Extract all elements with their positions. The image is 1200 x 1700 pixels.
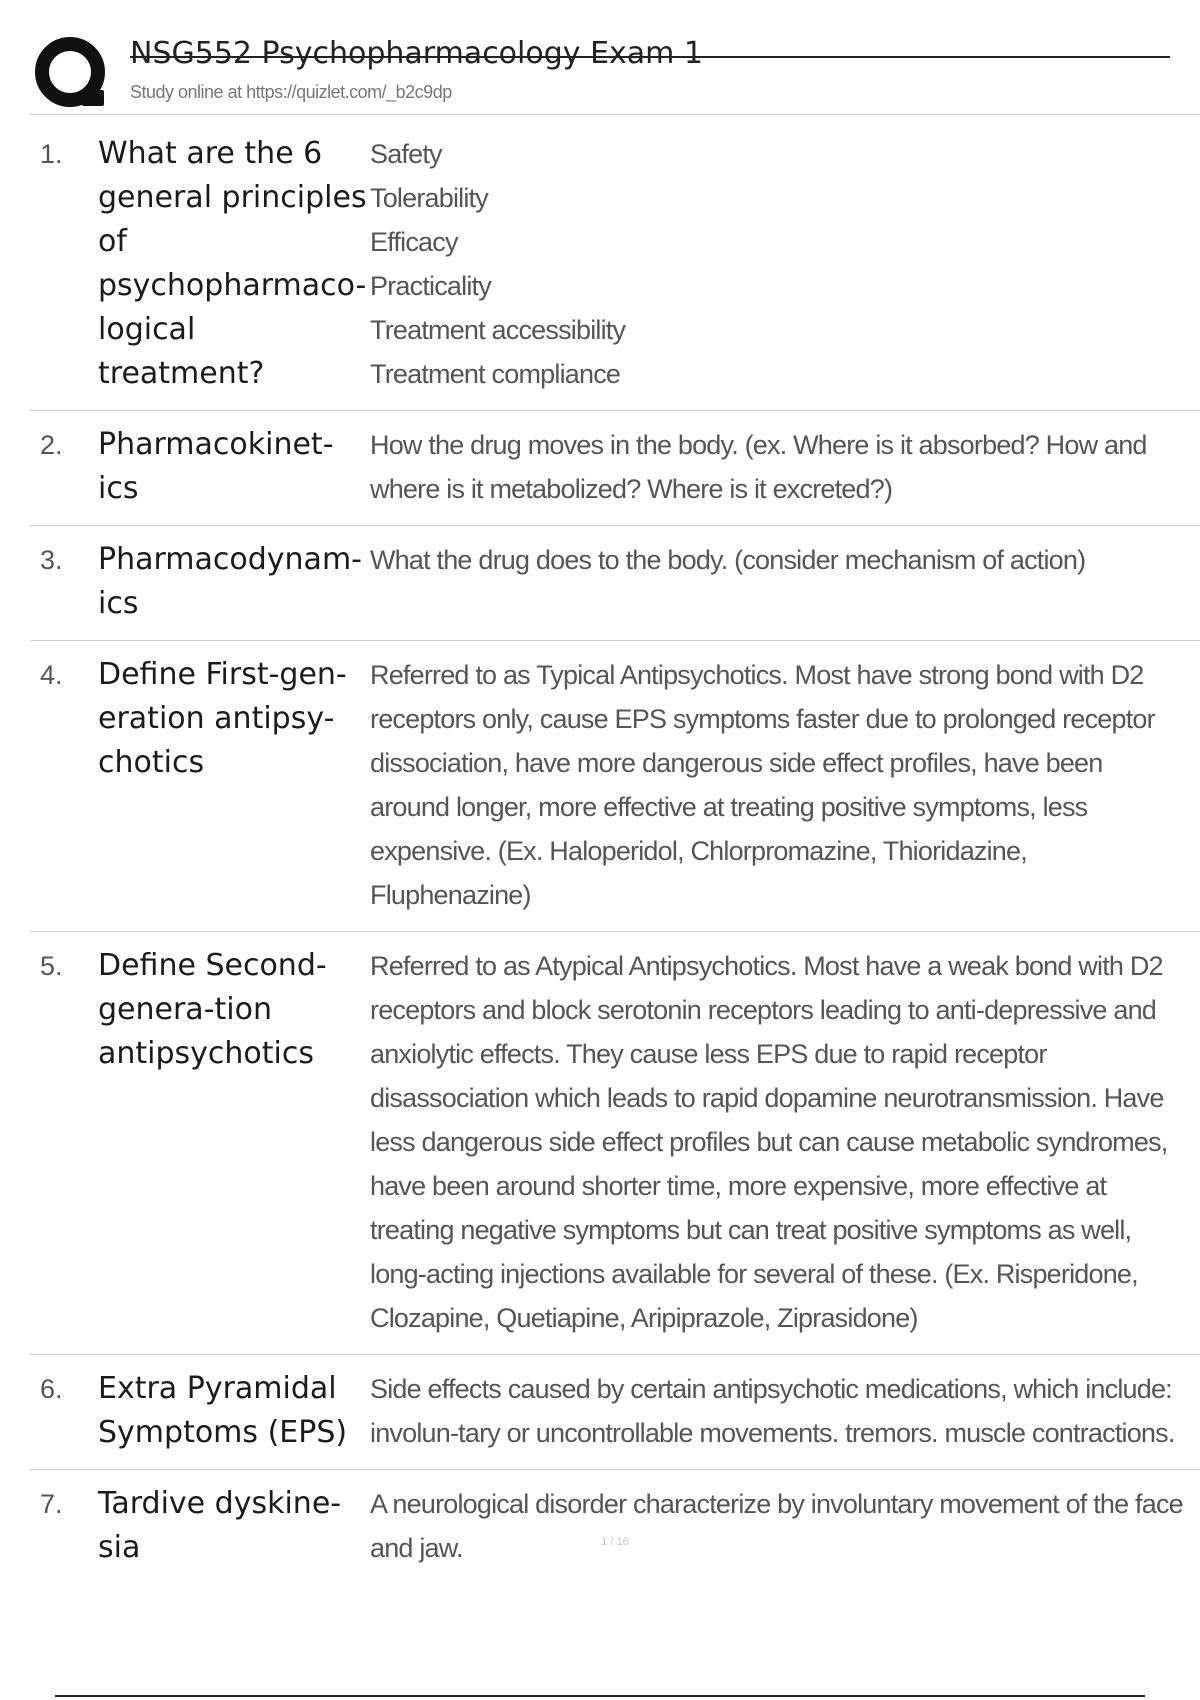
flashcard <box>30 932 1200 1355</box>
card-term: Extra Pyramidal Symptoms (EPS) <box>98 1371 348 1450</box>
card-number: 3. <box>40 545 63 575</box>
flashcard <box>30 1355 1200 1470</box>
card-definition: Safety Tolerability Efficacy Practicality Treatment accessibility Treatment compliance <box>370 139 626 389</box>
card-number: 1. <box>40 139 63 169</box>
card-number: 7. <box>40 1489 63 1519</box>
page-header <box>30 30 1140 112</box>
study-online-link[interactable]: Study online at https://quizlet.com/_b2c9dp <box>130 82 452 102</box>
card-number: 2. <box>40 430 63 460</box>
card-definition: How the drug moves in the body. (ex. Where is it absorbed? How and where is it metabolized? Where is it excreted?) <box>370 430 1147 504</box>
card-number: 6. <box>40 1374 63 1404</box>
card-number: 5. <box>40 951 63 981</box>
flashcard <box>30 411 1200 526</box>
flashcard-list <box>30 120 1200 1584</box>
card-term: Pharmacodynam-ics <box>98 542 362 621</box>
flashcard <box>30 1470 1200 1584</box>
card-term: Pharmacokinet-ics <box>98 427 334 506</box>
card-definition: Referred to as Typical Antipsychotics. Most have strong bond with D2 receptors only, cause EPS symptoms faster due to prolonged receptor dissociation, have more dangerous side effect profiles, have been around longer, more effective at treating positive symptoms, less expensive. (Ex. Haloperidol, Chlorpromazine, Thioridazine, Fluphenazine) <box>370 660 1155 910</box>
card-term: Tardive dyskine-sia <box>98 1486 342 1565</box>
flashcard <box>30 120 1200 411</box>
card-definition: Side effects caused by certain antipsychotic medications, which include: involun-tary or uncontrollable movements. tremors. muscle contractions. <box>370 1374 1175 1448</box>
header-divider <box>30 114 1200 115</box>
footer-divider <box>55 1695 1145 1697</box>
flashcard <box>30 641 1200 932</box>
card-definition: What the drug does to the body. (consider mechanism of action) <box>370 545 1086 575</box>
card-term: Define Second-genera-tion antipsychotics <box>98 948 327 1071</box>
card-number: 4. <box>40 660 63 690</box>
document-title: NSG552 Psychopharmacology Exam 1 <box>130 36 704 71</box>
card-term: Define First-gen-eration antipsy-chotics <box>98 657 347 780</box>
card-term: What are the 6 general principles of psychopharmaco-logical treatment? <box>98 136 367 391</box>
card-definition: Referred to as Atypical Antipsychotics. Most have a weak bond with D2 receptors and block serotonin receptors leading to anti-depressive and anxiolytic effects. They cause less EPS due to rapid receptor disassociation which leads to rapid dopamine neurotransmission. Have less dangerous side effect profiles but can cause metabolic syndromes, have been around shorter time, more expensive, more effective at treating negative symptoms but can treat positive symptoms as well, long-acting injections available for several of these. (Ex. Risperidone, Clozapine, Quetiapine, Aripiprazole, Ziprasidone) <box>370 951 1168 1333</box>
page-number: 1 / 16 <box>601 1536 629 1548</box>
card-definition: A neurological disorder characterize by involuntary movement of the face and jaw. <box>370 1489 1183 1563</box>
flashcard <box>30 526 1200 641</box>
quizlet-logo-icon <box>32 34 112 114</box>
